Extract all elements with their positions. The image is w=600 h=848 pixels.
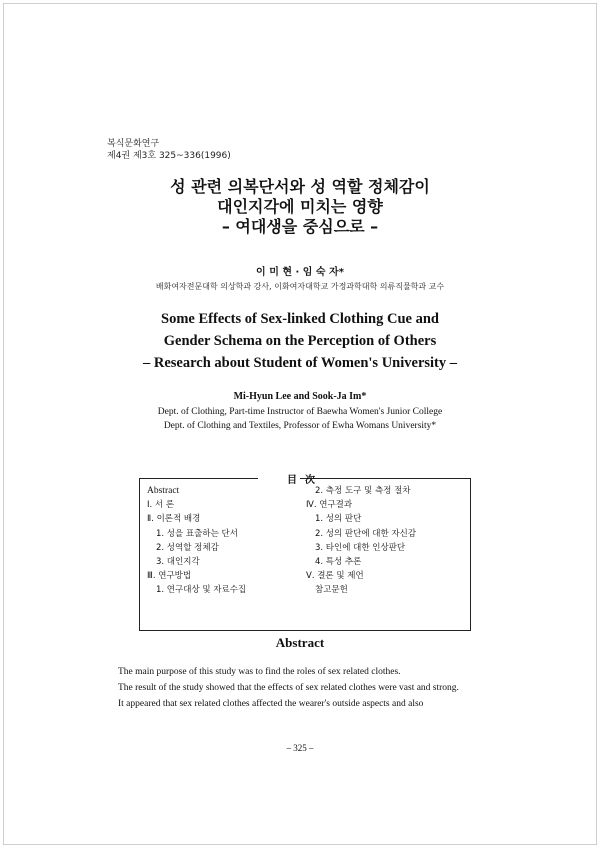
journal-name: 복식문화연구 — [107, 139, 160, 149]
korean-affiliation: 배화여자전문대학 의상학과 강사, 이화여자대학교 가정과학대학 의류직물학과 교수 — [155, 282, 445, 291]
abstract-heading: Abstract — [275, 635, 325, 650]
english-affiliation-1: Dept. of Clothing, Part-time Instructor of Baewha Women's Junior College — [157, 407, 443, 417]
abstract-paragraph: The main purpose of this study was to find the roles of sex related clothes. — [118, 667, 401, 677]
journal-info — [107, 138, 231, 162]
abstract-paragraph: It appeared that sex related clothes affected the wearer's outside aspects and also — [118, 699, 424, 709]
page-number: – 325 – — [286, 743, 314, 753]
korean-title-line-1: 성 관련 의복단서와 성 역할 정체감이 — [170, 177, 430, 196]
korean-title — [0, 177, 600, 237]
english-title-line-3: – Research about Student of Women's University – — [142, 355, 458, 371]
toc-item: 참고문헌 — [315, 585, 348, 596]
korean-authors: 이 미 현 · 임 숙 자* — [256, 267, 344, 278]
korean-title-line-3: – 여대생을 중심으로 – — [221, 217, 379, 236]
toc-item: 2. 측정 도구 및 측정 절차 — [315, 486, 411, 496]
table-of-contents — [139, 475, 471, 631]
toc-item: Ⅴ. 결론 및 제언 — [306, 571, 364, 582]
abstract-paragraph: The result of the study showed that the effects of sex related clothes were vast and strong. — [118, 683, 459, 693]
toc-item: 1. 성의 판단 — [315, 514, 362, 525]
english-affiliation-2: Dept. of Clothing and Textiles, Professor of Ewha Womans University* — [163, 421, 437, 431]
toc-item: 4. 특성 추론 — [315, 557, 362, 568]
english-title — [0, 308, 600, 374]
toc-item: 1. 연구대상 및 자료수집 — [156, 585, 247, 596]
toc-right-column — [306, 484, 416, 598]
toc-item: Ⅲ. 연구방법 — [147, 571, 192, 582]
toc-item: Abstract — [147, 486, 180, 496]
english-affiliations — [0, 405, 600, 433]
abstract-body — [118, 664, 496, 712]
toc-item: 2. 성의 판단에 대한 자신감 — [315, 528, 417, 539]
english-title-line-2: Gender Schema on the Perception of Others — [163, 333, 437, 349]
korean-title-line-2: 대인지각에 미치는 영향 — [217, 197, 383, 216]
journal-volume: 제4권 제3호 325~336(1996) — [107, 151, 231, 161]
toc-left-column — [147, 484, 246, 598]
english-title-line-1: Some Effects of Sex-linked Clothing Cue and — [161, 311, 439, 327]
toc-item: 3. 대인지각 — [156, 557, 200, 568]
toc-item: Ⅳ. 연구결과 — [306, 500, 353, 511]
toc-item: Ⅰ. 서 론 — [147, 500, 175, 511]
toc-item: 1. 성을 표출하는 단서 — [156, 528, 238, 539]
toc-item: 2. 성역할 정체감 — [156, 542, 219, 553]
english-authors: Mi-Hyun Lee and Sook-Ja Im* — [233, 391, 367, 402]
toc-item: Ⅱ. 이론적 배경 — [147, 514, 201, 525]
toc-heading: 目次 — [287, 475, 323, 486]
toc-item: 3. 타인에 대한 인상판단 — [315, 542, 406, 553]
